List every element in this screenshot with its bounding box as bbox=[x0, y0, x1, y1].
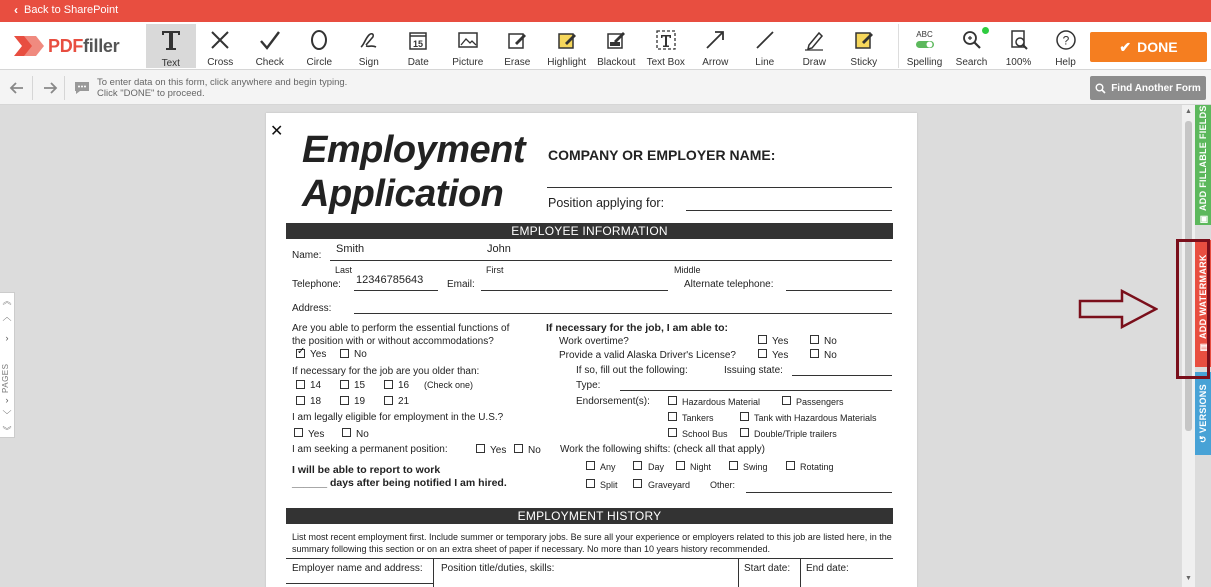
tool-sticky[interactable] bbox=[839, 24, 889, 68]
cross-icon bbox=[208, 28, 232, 51]
older-than-question: If necessary for the job are you older than: bbox=[292, 366, 480, 377]
overtime-no-checkbox[interactable] bbox=[810, 335, 819, 344]
essential-functions-question-line2: the position with or without accommodations? bbox=[292, 336, 494, 347]
issuing-state-label: Issuing state: bbox=[724, 365, 783, 376]
yes-label: Yes bbox=[490, 445, 507, 456]
tankers-label: Tankers bbox=[682, 413, 714, 423]
chat-bubble-icon bbox=[73, 80, 91, 96]
search-status-dot bbox=[982, 27, 989, 34]
sign-icon bbox=[357, 28, 381, 51]
endorsements-label: Endorsement(s): bbox=[576, 396, 650, 407]
shift-split-label: Split bbox=[600, 480, 618, 490]
position-label: Position applying for: bbox=[548, 196, 665, 210]
if-so-label: If so, fill out the following: bbox=[576, 365, 688, 376]
done-label: DONE bbox=[1137, 39, 1178, 55]
add-fillable-fields-tab[interactable] bbox=[1195, 105, 1211, 225]
check-icon bbox=[258, 28, 282, 51]
tool-label: Sign bbox=[358, 57, 379, 68]
shift-rotating-checkbox[interactable] bbox=[786, 461, 795, 470]
employer-field-line bbox=[286, 583, 433, 584]
tool-label: Help bbox=[1055, 57, 1076, 68]
chevron-left-icon: ‹ bbox=[14, 3, 18, 17]
yes-label: Yes bbox=[308, 429, 325, 440]
issuing-state-field[interactable] bbox=[792, 375, 892, 376]
employment-history-instructions: List most recent employment first. Include summer or temporary jobs. Be sure all your experience or employers related to this job are listed here, in the summary following this section or on an extra sheet of paper if necessary. No more than 10 years history recommended. bbox=[292, 532, 892, 554]
scroll-down-arrow-icon[interactable]: ▼ bbox=[1185, 575, 1192, 582]
first-sublabel: First bbox=[486, 265, 504, 275]
permanent-position-question: I am seeking a permanent position: bbox=[292, 444, 448, 455]
help-icon bbox=[1054, 28, 1078, 51]
eligible-yes-checkbox[interactable] bbox=[294, 428, 303, 437]
shift-graveyard-checkbox[interactable] bbox=[633, 479, 642, 488]
divider bbox=[32, 76, 33, 100]
view-tools bbox=[898, 24, 1089, 68]
divider bbox=[64, 76, 65, 100]
highlight-icon bbox=[555, 28, 579, 51]
tool-label: Draw bbox=[802, 57, 826, 68]
tool-erase[interactable] bbox=[493, 24, 543, 68]
tool-zoom[interactable] bbox=[995, 24, 1042, 68]
tankers-checkbox[interactable] bbox=[668, 412, 677, 421]
column-divider bbox=[738, 559, 739, 587]
tool-cross[interactable] bbox=[196, 24, 246, 68]
age-21-checkbox[interactable] bbox=[384, 396, 393, 405]
age-21-label: 21 bbox=[398, 396, 410, 407]
tool-label: Circle bbox=[306, 57, 333, 68]
chevron-down-icon[interactable]: ﹀ bbox=[2, 409, 12, 420]
tool-label: Sticky bbox=[850, 57, 878, 68]
tank-hazardous-label: Tank with Hazardous Materials bbox=[754, 413, 877, 423]
age-19-checkbox[interactable] bbox=[340, 396, 349, 405]
draw-icon bbox=[802, 28, 826, 51]
find-label: Find Another Form bbox=[1111, 82, 1201, 94]
edit-tools bbox=[146, 24, 889, 68]
start-date-column-header: Start date: bbox=[744, 563, 791, 574]
name-label: Name: bbox=[292, 250, 322, 261]
address-label: Address: bbox=[292, 303, 332, 314]
svg-text:15: 15 bbox=[413, 38, 424, 49]
chevron-right-icon[interactable]: › bbox=[5, 333, 9, 343]
checkmark-icon: ✔ bbox=[1119, 38, 1132, 55]
top-bar bbox=[0, 0, 1211, 22]
telephone-value[interactable]: 12346785643 bbox=[356, 274, 424, 286]
license-question: Provide a valid Alaska Driver's License? bbox=[559, 350, 736, 361]
first-name-value[interactable]: John bbox=[487, 243, 511, 255]
age-16-checkbox[interactable] bbox=[384, 380, 393, 389]
employer-column-header: Employer name and address: bbox=[292, 563, 423, 574]
date-icon bbox=[406, 28, 430, 51]
shift-day-label: Day bbox=[648, 462, 665, 472]
email-label: Email: bbox=[447, 279, 475, 290]
age-18-checkbox[interactable] bbox=[296, 396, 305, 405]
pages-label: PAGES bbox=[1, 363, 10, 393]
done-button[interactable] bbox=[1090, 32, 1207, 62]
zoom-icon bbox=[1007, 28, 1031, 51]
license-yes-checkbox[interactable] bbox=[758, 349, 767, 358]
chevron-right-icon[interactable]: › bbox=[5, 395, 9, 405]
passengers-checkbox[interactable] bbox=[782, 396, 791, 405]
pages-panel-tab[interactable] bbox=[0, 292, 15, 438]
tool-label: Picture bbox=[452, 57, 484, 68]
tool-date[interactable] bbox=[394, 24, 444, 68]
fillable-fields-icon: ▣ bbox=[1198, 214, 1208, 225]
back-to-sharepoint-link[interactable] bbox=[14, 4, 118, 16]
type-label: Type: bbox=[576, 380, 601, 391]
age-18-label: 18 bbox=[310, 396, 322, 407]
close-icon[interactable]: ✕ bbox=[270, 123, 284, 140]
tool-label: Search bbox=[955, 57, 988, 68]
double-chevron-up-icon[interactable]: ︽ bbox=[2, 295, 12, 306]
tool-highlight[interactable] bbox=[542, 24, 592, 68]
school-bus-label: School Bus bbox=[682, 429, 728, 439]
shift-any-checkbox[interactable] bbox=[586, 461, 595, 470]
tool-spelling[interactable] bbox=[901, 24, 948, 68]
age-16-label: 16 bbox=[398, 380, 410, 391]
line-icon bbox=[753, 28, 777, 51]
history-table-header bbox=[286, 558, 893, 587]
telephone-field[interactable] bbox=[354, 290, 438, 291]
tool-label: Arrow bbox=[702, 57, 729, 68]
tool-textbox[interactable] bbox=[641, 24, 691, 68]
tool-line[interactable] bbox=[740, 24, 790, 68]
alternate-telephone-field[interactable] bbox=[786, 290, 892, 291]
column-divider bbox=[433, 559, 434, 587]
license-no-checkbox[interactable] bbox=[810, 349, 819, 358]
company-field[interactable] bbox=[547, 187, 892, 188]
end-date-column-header: End date: bbox=[806, 563, 849, 574]
annotation-arrow-icon bbox=[1078, 289, 1158, 329]
able-to-heading: If necessary for the job, I am able to: bbox=[546, 322, 729, 334]
shifts-label: Work the following shifts: (check all that apply) bbox=[560, 444, 765, 455]
shift-night-label: Night bbox=[690, 462, 712, 472]
passengers-label: Passengers bbox=[796, 397, 844, 407]
tool-label: Text bbox=[161, 58, 180, 69]
pdffiller-logo-icon bbox=[12, 33, 44, 59]
tool-blackout[interactable] bbox=[592, 24, 642, 68]
shift-graveyard-label: Graveyard bbox=[648, 480, 691, 490]
check-one-note: (Check one) bbox=[424, 380, 474, 390]
license-type-field[interactable] bbox=[620, 390, 892, 391]
tool-label: Erase bbox=[504, 57, 531, 68]
scroll-up-arrow-icon[interactable]: ▲ bbox=[1185, 108, 1192, 115]
tool-sign[interactable] bbox=[344, 24, 394, 68]
tool-check[interactable] bbox=[245, 24, 295, 68]
double-chevron-down-icon[interactable]: ︾ bbox=[2, 425, 12, 436]
spelling-icon: ABC bbox=[913, 28, 937, 51]
shift-rotating-label: Rotating bbox=[800, 462, 834, 472]
tool-label: Text Box bbox=[646, 57, 685, 68]
tool-arrow[interactable] bbox=[691, 24, 741, 68]
versions-label: ↺ VERSIONS bbox=[1198, 383, 1208, 444]
last-name-value[interactable]: Smith bbox=[336, 243, 365, 255]
shift-any-label: Any bbox=[600, 462, 616, 472]
yes-label: Yes bbox=[772, 350, 789, 361]
alternate-telephone-label: Alternate telephone: bbox=[684, 279, 774, 290]
find-another-form-button[interactable] bbox=[1090, 76, 1206, 100]
versions-tab[interactable] bbox=[1195, 372, 1211, 455]
tool-label: 100% bbox=[1005, 57, 1032, 68]
overtime-question: Work overtime? bbox=[559, 336, 629, 347]
tank-hazardous-checkbox[interactable] bbox=[740, 412, 749, 421]
no-label: No bbox=[356, 429, 369, 440]
shift-day-checkbox[interactable] bbox=[633, 461, 642, 470]
essential-yes-checkbox[interactable] bbox=[296, 349, 305, 358]
hazardous-material-checkbox[interactable] bbox=[668, 396, 677, 405]
tool-label: Date bbox=[407, 57, 429, 68]
textbox-icon bbox=[654, 28, 678, 51]
age-14-checkbox[interactable] bbox=[296, 380, 305, 389]
tool-label: Highlight bbox=[547, 57, 587, 68]
search-icon bbox=[1095, 83, 1106, 94]
picture-icon bbox=[456, 28, 480, 51]
overtime-yes-checkbox[interactable] bbox=[758, 335, 767, 344]
double-triple-checkbox[interactable] bbox=[740, 428, 749, 437]
tool-circle[interactable] bbox=[295, 24, 345, 68]
shift-swing-label: Swing bbox=[743, 462, 768, 472]
section-employee-information: EMPLOYEE INFORMATION bbox=[286, 223, 893, 239]
search-icon bbox=[960, 28, 984, 51]
no-label: No bbox=[824, 336, 837, 347]
email-field[interactable] bbox=[481, 290, 668, 291]
annotation-highlight-box bbox=[1176, 239, 1210, 379]
double-triple-label: Double/Triple trailers bbox=[754, 429, 837, 439]
tool-help[interactable] bbox=[1042, 24, 1089, 68]
permanent-yes-checkbox[interactable] bbox=[476, 444, 485, 453]
tool-label: Blackout bbox=[597, 57, 636, 68]
company-label: COMPANY OR EMPLOYER NAME: bbox=[548, 147, 776, 163]
no-label: No bbox=[824, 350, 837, 361]
toolbar bbox=[0, 22, 1211, 70]
tool-picture[interactable] bbox=[443, 24, 493, 68]
shift-swing-checkbox[interactable] bbox=[729, 461, 738, 470]
name-field-line bbox=[330, 260, 892, 261]
eligible-question: I am legally eligible for employment in the U.S.? bbox=[292, 412, 504, 423]
section-employment-history: EMPLOYMENT HISTORY bbox=[286, 508, 893, 524]
logo-pdf-text: PDF bbox=[48, 35, 84, 56]
chevron-up-icon[interactable]: ︿ bbox=[2, 311, 12, 322]
document-page[interactable] bbox=[266, 113, 917, 587]
tool-text[interactable] bbox=[146, 24, 196, 68]
blackout-icon bbox=[604, 28, 628, 51]
back-link-label: Back to SharePoint bbox=[24, 4, 119, 16]
tool-search[interactable] bbox=[948, 24, 995, 68]
add-watermark-label: ▤ ADD WATERMARK bbox=[1198, 254, 1208, 352]
undo-icon[interactable] bbox=[9, 80, 25, 96]
permanent-no-checkbox[interactable] bbox=[514, 444, 523, 453]
shift-night-checkbox[interactable] bbox=[676, 461, 685, 470]
tool-label: Check bbox=[255, 57, 284, 68]
svg-text:?: ? bbox=[1062, 33, 1069, 47]
column-divider bbox=[800, 559, 801, 587]
middle-sublabel: Middle bbox=[674, 265, 701, 275]
report-to-work-line1: I will be able to report to work bbox=[292, 464, 441, 476]
other-shift-field[interactable] bbox=[746, 492, 892, 493]
tool-label: Line bbox=[755, 57, 775, 68]
history-icon: ↺ bbox=[1198, 435, 1208, 444]
info-bar bbox=[0, 70, 1211, 105]
sticky-icon bbox=[852, 28, 876, 51]
form-title-line1: Employment bbox=[302, 129, 526, 171]
shift-split-checkbox[interactable] bbox=[586, 479, 595, 488]
form-title-line2: Application bbox=[302, 173, 504, 215]
telephone-label: Telephone: bbox=[292, 279, 341, 290]
tool-label: Cross bbox=[207, 57, 234, 68]
age-15-checkbox[interactable] bbox=[340, 380, 349, 389]
age-19-label: 19 bbox=[354, 396, 366, 407]
essential-no-checkbox[interactable] bbox=[340, 349, 349, 358]
tool-draw[interactable] bbox=[790, 24, 840, 68]
position-column-header: Position title/duties, skills: bbox=[441, 563, 555, 574]
essential-functions-question-line1: Are you able to perform the essential functions of bbox=[292, 323, 510, 334]
eligible-no-checkbox[interactable] bbox=[342, 428, 351, 437]
circle-icon bbox=[307, 28, 331, 51]
text-icon bbox=[159, 28, 183, 52]
watermark-icon: ▤ bbox=[1198, 341, 1208, 352]
yes-label: Yes bbox=[310, 349, 327, 360]
erase-icon bbox=[505, 28, 529, 51]
yes-label: Yes bbox=[772, 336, 789, 347]
address-field[interactable] bbox=[354, 313, 892, 314]
instructions-text: To enter data on this form, click anywhere and begin typing. Click "DONE" to proceed. bbox=[97, 77, 348, 99]
redo-icon[interactable] bbox=[42, 80, 58, 96]
other-label: Other: bbox=[710, 480, 736, 490]
add-fillable-fields-label: ▣ ADD FILLABLE FIELDS bbox=[1198, 105, 1208, 225]
report-to-work-line2[interactable]: ______ days after being notified I am hired. bbox=[292, 477, 507, 489]
logo-filler-text: filler bbox=[83, 35, 120, 56]
school-bus-checkbox[interactable] bbox=[668, 428, 677, 437]
no-label: No bbox=[528, 445, 541, 456]
hazardous-material-label: Hazardous Material bbox=[682, 397, 761, 407]
age-14-label: 14 bbox=[310, 380, 322, 391]
last-sublabel: Last bbox=[335, 265, 353, 275]
age-15-label: 15 bbox=[354, 380, 366, 391]
no-label: No bbox=[354, 349, 367, 360]
position-field[interactable] bbox=[686, 210, 892, 211]
arrow-icon bbox=[703, 28, 727, 51]
pdffiller-logo[interactable] bbox=[12, 33, 119, 59]
tool-label: Spelling bbox=[906, 57, 943, 68]
